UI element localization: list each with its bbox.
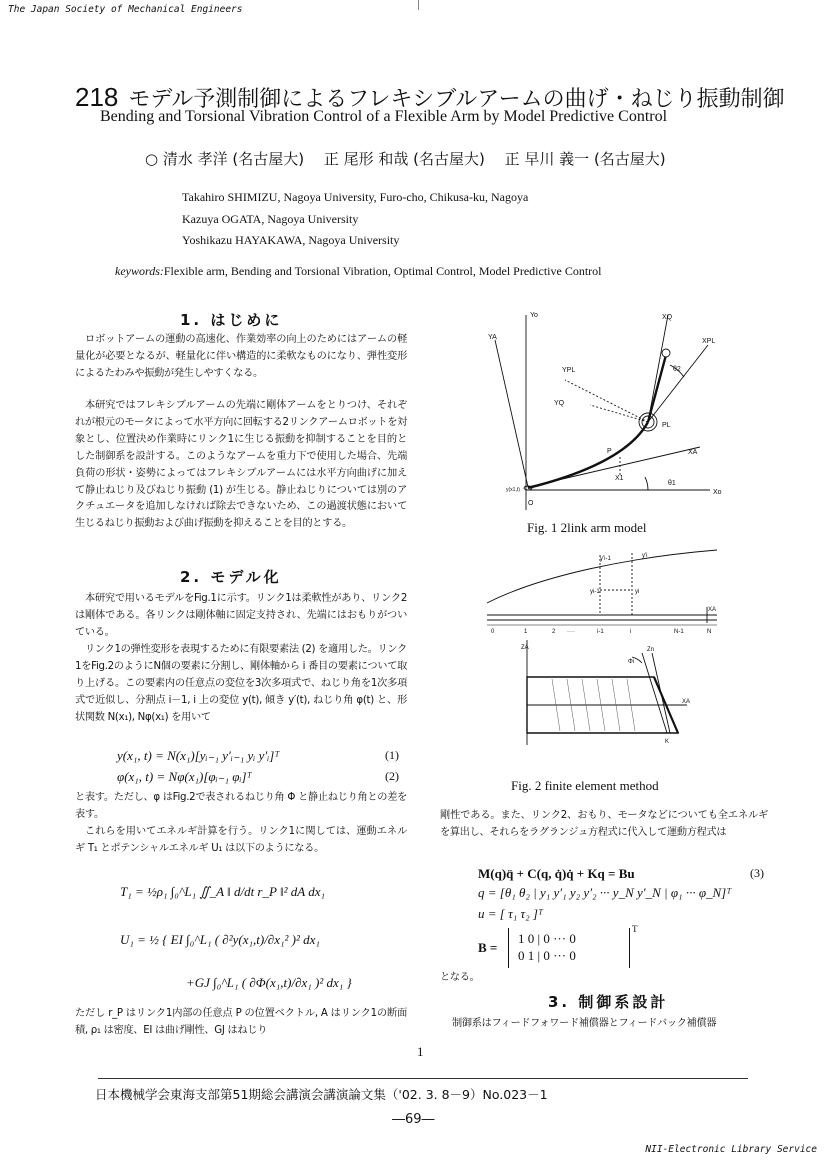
- affiliations: [182, 187, 528, 252]
- rigid-link: [648, 355, 666, 422]
- authors-ja: ○ 清水 孝洋 (名古屋大) 正 尾形 和哉 (名古屋大) 正 早川 義一 (名古屋大): [145, 150, 666, 168]
- affiliation-3: Yoshikazu HAYAKAWA, Nagoya University: [182, 233, 400, 247]
- affiliation-2: Kazuya OGATA, Nagoya University: [182, 211, 359, 226]
- label-xa-fig2: XA: [708, 607, 717, 613]
- label-y-im1: yi-1: [590, 589, 600, 595]
- keywords-label: keywords:: [115, 264, 164, 278]
- title-ja-text: モデル予測制御によるフレキシブルアームの曲げ・ねじり振動制御: [128, 87, 785, 112]
- equation-b-label: B =: [478, 940, 498, 955]
- label-yo: Yo: [530, 312, 538, 319]
- matrix-b-row-2: 0 1 | 0 ··· 0: [518, 948, 576, 963]
- label-za: ZA: [521, 645, 529, 651]
- label-zn: Zn: [647, 647, 655, 653]
- equation-potential-energy-2: +GJ ∫₀^L₁ ( ∂Φ(x₁,t)/∂x₁ )² dx₁ }: [186, 975, 352, 990]
- equation-kinetic-energy: T₁ = ½ρ₁ ∫₀^L₁ ∬_A ‖ d/dt r_P ‖² dA dx₁: [120, 884, 325, 899]
- model-paragraph-6: 剛性である。また、リンク2、おもり、モータなどについても全エネルギを算出し、それらをラグランジュ方程式に代入して運動方程式は: [440, 810, 768, 838]
- journal-page-number: ―69―: [392, 1112, 435, 1127]
- label-xpl: XPL: [702, 338, 716, 345]
- section-heading-intro: 1. はじめに: [180, 311, 283, 329]
- paper-number: 218: [75, 82, 119, 112]
- label-ya: YA: [488, 334, 497, 341]
- equation-u-vector: u = [ τ₁ τ₂ ]ᵀ: [478, 906, 544, 921]
- label-xo: Xo: [713, 489, 722, 496]
- model-paragraph-5: ただし r_P はリンク1内部の任意点 P の位置ベクトル, A はリンク1の断面積, ρ₁ は密度、EI は曲げ剛性、GJ はねじり: [75, 1008, 407, 1036]
- label-p: P: [607, 448, 612, 455]
- label-pl: PL: [662, 422, 671, 429]
- model-paragraph-4: これらを用いてエネルギ計算を行う。リンク1に関しては、運動エネルギ T₁ とポテンシャルエネルギ U₁ は以下のようになる。: [75, 826, 407, 854]
- equation-3-number: (3): [750, 866, 764, 880]
- model-paragraph-3: と表す。ただし、φ はFig.2で表されるねじり角 Φ と静止ねじり角との差を表す。: [75, 792, 407, 820]
- equation-q-vector: q = [θ₁ θ₂ | y₁ y′₁ y₂ y′₂ ··· y_N y′_N | φ₁ ··· φ_N]ᵀ: [478, 885, 732, 900]
- keywords: [115, 264, 601, 279]
- equation-2: φ(x₁, t) = Nφ(x₁)[φᵢ₋₁ φᵢ]ᵀ: [117, 769, 252, 784]
- affiliation-1: Takahiro SHIMIZU, Nagoya University, Furo-cho, Chikusa-ku, Nagoya: [182, 190, 529, 204]
- society-header: The Japan Society of Mechanical Engineers: [8, 4, 243, 15]
- label-k: K: [665, 739, 670, 745]
- node-n: N: [707, 629, 712, 635]
- equation-3: M(q)q̈ + C(q, q̇)q̇ + Kq = Bu: [478, 866, 635, 881]
- model-paragraph-2: リンク1の弾性変形を表現するために有限要素法 (2) を適用した。リンク1をFig.2のようにN個の要素に分割し、剛体軸から i 番目の要素について取り上げる。この要素内の任意点の変位を3次多項式で、ねじり角を1次多項式で近似し、分割点 i－1, i 上の変位 y(t), 傾き y′(t), ねじり角 φ(t) と、形状関数 N(x₁), Nφ(x₁) を用いて: [75, 644, 407, 723]
- figure-2-caption: Fig. 2 finite element method: [511, 778, 659, 793]
- matrix-b-row-1: 1 0 | 0 ··· 0: [518, 931, 576, 946]
- node-1: 1: [524, 629, 528, 635]
- section-heading-control: 3. 制御系設計: [548, 993, 669, 1011]
- label-x1: X1: [615, 475, 624, 482]
- label-o: O: [528, 500, 534, 507]
- matrix-b-transpose: T: [632, 924, 638, 934]
- model-paragraph-7: となる。: [440, 972, 480, 983]
- intro-paragraph-1: ロボットアームの運動の高速化、作業効率の向上のためにはアームの軽量化が必要となるが、軽量化に伴い構造的に柔軟なものになり、弾性変形によるたわみや振動が発生しやすくなる。: [75, 334, 407, 379]
- label-xq: XQ: [662, 314, 673, 321]
- library-footer: NII-Electronic Library Service: [645, 1144, 817, 1155]
- label-theta2: θ2: [673, 366, 681, 373]
- equation-1-number: (1): [385, 748, 399, 762]
- paper-title-en: Bending and Torsional Vibration Control of a Flexible Arm by Model Predictive Control: [100, 108, 668, 125]
- label-xa: XA: [688, 449, 698, 456]
- label-y-i: yi: [635, 589, 640, 595]
- label-yx1: y(x1,t): [506, 487, 520, 493]
- tip-mass: [662, 349, 670, 357]
- label-xa-element: XA: [682, 699, 691, 705]
- section-heading-model: 2. モデル化: [180, 568, 282, 586]
- node-n1: N-1: [674, 629, 684, 635]
- equation-potential-energy: U₁ = ½ { EI ∫₀^L₁ ( ∂²y(x₁,t)/∂x₁² )² dx₁: [120, 932, 320, 947]
- axis-ya: [495, 340, 528, 487]
- label-yprime-im1: y'i-1: [600, 556, 611, 562]
- equation-2-number: (2): [385, 769, 399, 783]
- figure-1-diagram: [470, 305, 740, 515]
- intro-paragraph-2: 本研究ではフレキシブルアームの先端に剛体アームをとりつけ、それぞれが根元のモータによって水平方向に回転する2リンクアームロボットを対象とし、位置決め作業時にリンク1に生じる振動を抑制することを目的とした制御系を設計する。このようなアームを重力下で使用した場合、先端負荷の形状・姿勢によってはフレキシブルアームには水平方向曲げに加えて静止ねじり及びねじり振動 (1) が生じる。静止ねじりについては別のアクチュエータを追加しなければ除去できないため、この過渡状態において生じるねじり振動および曲げ振動を抑えることを目的とする。: [75, 400, 407, 530]
- top-mark: [418, 0, 419, 10]
- model-paragraph-1: 本研究で用いるモデルをFig.1に示す。リンク1は柔軟性があり、リンク2は剛体である。各リンクは剛体軸に固定支持され、先端にはおもりがついている。: [75, 593, 407, 638]
- label-yq: YQ: [554, 400, 565, 407]
- footer-rule: [98, 1078, 748, 1079]
- label-ypl: YPL: [562, 367, 576, 374]
- proceedings-info: 日本機械学会東海支部第51期総会講演会講演論文集（'02. 3. 8－9）No.023－1: [95, 1087, 548, 1102]
- label-phi: Φi: [628, 659, 635, 665]
- equation-1: y(x₁, t) = N(x₁)[yᵢ₋₁ y′ᵢ₋₁ yᵢ y′ᵢ]ᵀ: [117, 748, 280, 763]
- figure-2-diagram: [482, 545, 722, 765]
- label-theta1: θ1: [668, 480, 676, 487]
- control-paragraph-1: 制御系はフィードフォワード補償器とフィードバック補償器: [452, 1018, 717, 1029]
- node-dots: ····: [567, 629, 575, 635]
- node-im1: i-1: [597, 629, 604, 635]
- node-2: 2: [552, 629, 556, 635]
- figure-1-caption: Fig. 1 2link arm model: [527, 520, 647, 535]
- page-number: 1: [417, 1044, 424, 1059]
- node-i: i: [630, 629, 632, 635]
- label-yprime-i: y'i: [642, 553, 648, 559]
- node-0: 0: [491, 629, 495, 635]
- flexible-link: [528, 422, 648, 488]
- keywords-text: Flexible arm, Bending and Torsional Vibration, Optimal Control, Model Predictive Control: [163, 264, 602, 278]
